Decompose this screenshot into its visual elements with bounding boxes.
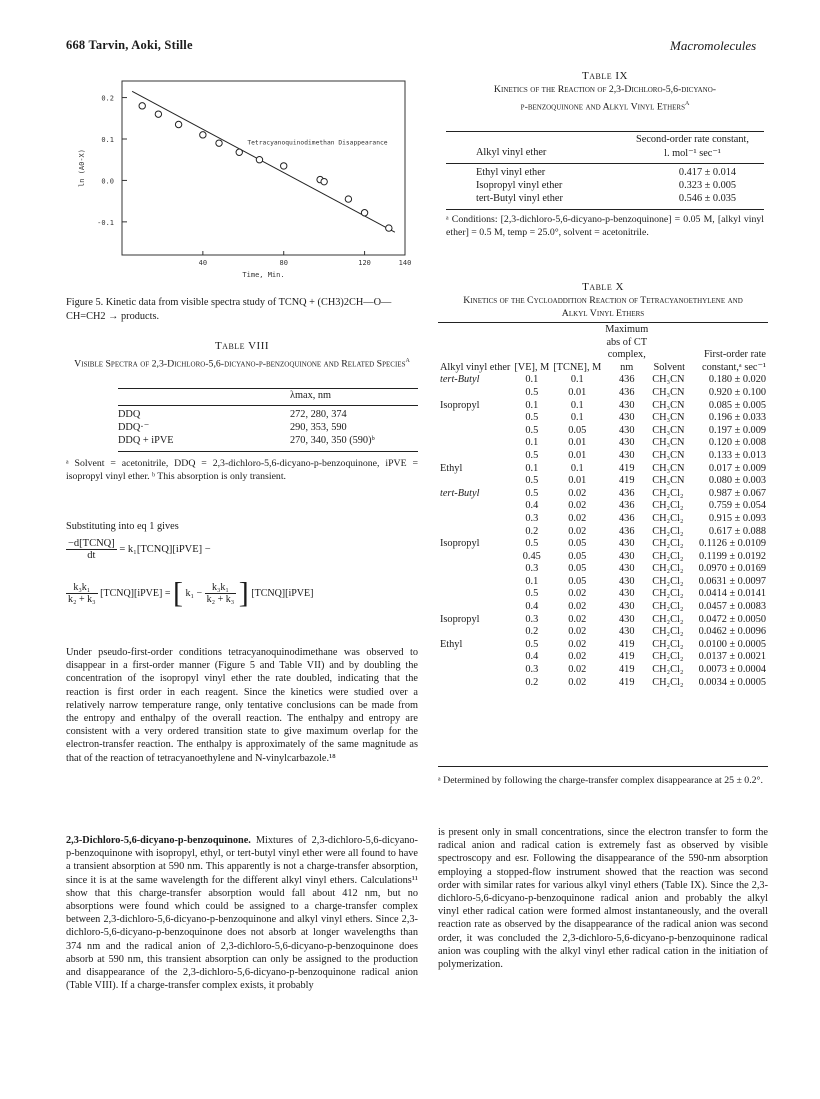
text-intro: Substituting into eq 1 gives bbox=[66, 521, 179, 532]
table-10-cell-ether: tert-Butyl bbox=[440, 374, 480, 386]
table-10-cell-ether bbox=[438, 551, 512, 564]
table-8-mid-rule bbox=[118, 405, 418, 406]
table-10-cell-tcne: 0.01 bbox=[568, 386, 587, 398]
table-10-cell-rate: 0.120 ± 0.008 bbox=[708, 437, 766, 449]
table-10-cell-abs: 430 bbox=[619, 424, 635, 436]
table-10-cell-solvent: CH₂Cl₂ bbox=[652, 525, 684, 537]
table-10-cell-rate: 0.0631 ± 0.0097 bbox=[698, 575, 766, 587]
table-10-cell-solvent: CH₃CN bbox=[652, 475, 685, 487]
table-10-cell-ether bbox=[438, 601, 512, 614]
table-10-row bbox=[438, 651, 768, 664]
table-10-cell-tcne: 0.05 bbox=[568, 575, 587, 587]
table-8-value: 272, 280, 374 bbox=[290, 409, 347, 420]
table-10-cell-ve: 0.3 bbox=[525, 563, 539, 575]
table-10-row bbox=[438, 526, 768, 539]
table-10-cell-ether: tert-Butyl bbox=[440, 487, 480, 499]
table-10-cell-tcne: 0.02 bbox=[568, 676, 587, 688]
th-ve: [VE], M bbox=[514, 361, 550, 373]
eq1-den: dt bbox=[87, 550, 96, 561]
table-10-cell-solvent: CH₂Cl₂ bbox=[652, 664, 684, 676]
table-10-row bbox=[438, 538, 768, 551]
table-8-row bbox=[118, 408, 418, 421]
table-10-row bbox=[438, 425, 768, 438]
table-8-row bbox=[118, 421, 418, 434]
table-10-cell-rate: 0.180 ± 0.020 bbox=[708, 374, 766, 386]
table-10-cell-abs: 419 bbox=[619, 475, 635, 487]
table-10-cell-solvent: CH₂Cl₂ bbox=[652, 563, 684, 575]
table-10-cell-tcne: 0.01 bbox=[568, 475, 587, 487]
table-9-title-block bbox=[446, 70, 764, 113]
table-10-title: Table X bbox=[582, 281, 624, 293]
table-10-cell-ether bbox=[438, 437, 512, 450]
table-9-row bbox=[446, 179, 764, 192]
table-10-row bbox=[438, 437, 768, 450]
table-9-row bbox=[446, 166, 764, 179]
data-point bbox=[175, 121, 181, 127]
right-paragraph: is present only in small concentrations, since the electron transfer to form the radical anion and radical cation is extremely fast as observed by visible spectroscopy and esr. Following the disappearance of the 590-nm absorption employing a stopped-flow instrument showed that the reaction was second order with similar rates for various alkyl vinyl ethers (Table IX). Since the 2,3-dichloro-5,6-dicyano-p-benzoquinone radical anion and probably the alkyl vinyl ether radical cation were formed almost instantaneously, and the overall reaction rate as observed by the disappearance of the radical anion was second order, it was concluded the 2,3-dichloro-5,6-dicyano-p-benzoquinone radical anion was coupling with the alkyl vinyl ether radical cation in the initiation of polymerization. bbox=[438, 827, 768, 971]
table-9-bottom-rule bbox=[446, 209, 764, 210]
table-10-cell-rate: 0.0137 ± 0.0021 bbox=[698, 651, 766, 663]
x-tick-label: 80 bbox=[279, 259, 288, 267]
eq1-rhs: = k₁[TCNQ][iPVE] − bbox=[119, 543, 211, 555]
table-10-cell-tcne: 0.05 bbox=[568, 563, 587, 575]
table-10-row bbox=[438, 551, 768, 564]
table-10-row bbox=[438, 576, 768, 589]
eq2-den-a: k₂ + k₃ bbox=[68, 594, 96, 605]
table-10-cell-rate: 0.759 ± 0.054 bbox=[708, 500, 766, 512]
table-10-cell-ve: 0.5 bbox=[525, 386, 539, 398]
table-9-top-rule bbox=[446, 131, 764, 132]
y-axis-label: ln (A0-X) bbox=[78, 149, 86, 187]
table-9-header bbox=[446, 134, 764, 164]
table-10-cell-ve: 0.3 bbox=[525, 613, 539, 625]
table-8-footnote: ᵃ Solvent = acetonitrile, DDQ = 2,3-dichloro-5,6-dicyano-p-benzoquinone, iPVE = isopropyl vinyl ether. ᵇ This absorption is only transient. bbox=[66, 458, 418, 482]
table-10-row bbox=[438, 563, 768, 576]
table-10-subtitle: Kinetics of the Cycloaddition Reaction of Tetracyanoethylene and Alkyl Vinyl Ethers bbox=[463, 295, 743, 319]
x-axis-label: Time, Min. bbox=[242, 271, 285, 279]
table-10-row bbox=[438, 463, 768, 476]
table-10-cell-ether bbox=[438, 526, 512, 539]
table-8-value: 290, 353, 590 bbox=[290, 422, 347, 433]
table-9-mid-rule bbox=[446, 163, 764, 164]
table-10-cell-solvent: CH₂Cl₂ bbox=[652, 638, 684, 650]
table-10-cell-solvent: CH₂Cl₂ bbox=[652, 588, 684, 600]
table-10-cell-solvent: CH₂Cl₂ bbox=[652, 676, 684, 688]
table-8-species: DDQ + iPVE bbox=[118, 435, 174, 446]
table-10-cell-rate: 0.197 ± 0.009 bbox=[708, 424, 766, 436]
table-10-cell-ve: 0.3 bbox=[525, 664, 539, 676]
table-10-cell-rate: 0.0034 ± 0.0005 bbox=[698, 676, 766, 688]
x-tick-label: 120 bbox=[358, 259, 371, 267]
table-8-row bbox=[118, 434, 418, 447]
table-10-cell-ve: 0.5 bbox=[525, 449, 539, 461]
table-10-cell-tcne: 0.01 bbox=[568, 449, 587, 461]
figure-5-chart bbox=[70, 75, 415, 290]
table-10-cell-abs: 430 bbox=[619, 412, 635, 424]
table-10-cell-ve: 0.3 bbox=[525, 512, 539, 524]
table-10-cell-ve: 0.1 bbox=[525, 575, 539, 587]
table-10-cell-ve: 0.1 bbox=[525, 462, 539, 474]
table-9-sup: a bbox=[684, 98, 690, 107]
table-10-cell-tcne: 0.05 bbox=[568, 550, 587, 562]
table-10-cell-ether bbox=[438, 651, 512, 664]
table-10-cell-rate: 0.0970 ± 0.0169 bbox=[698, 563, 766, 575]
table-9-row bbox=[446, 192, 764, 205]
table-10-cell-ve: 0.1 bbox=[525, 399, 539, 411]
table-10-cell-abs: 436 bbox=[619, 500, 635, 512]
left-bracket: [ bbox=[172, 576, 183, 610]
table-8-value: 270, 340, 350 (590)ᵇ bbox=[290, 435, 375, 446]
table-10-cell-tcne: 0.1 bbox=[570, 412, 584, 424]
eq1-fraction bbox=[66, 538, 117, 561]
table-10-cell-ether bbox=[438, 500, 512, 513]
table-10-row bbox=[438, 677, 768, 690]
eq2-frac-a bbox=[66, 582, 98, 605]
y-tick-label: 0.2 bbox=[101, 94, 114, 103]
eq2-den-b: k₂ + k₃ bbox=[206, 594, 235, 605]
table-10-cell-ether bbox=[438, 513, 512, 526]
table-10-cell-abs: 430 bbox=[619, 626, 635, 638]
table-10-cell-tcne: 0.02 bbox=[568, 512, 587, 524]
paragraph-1: Under pseudo-first-order conditions tetracyanoquinodimethane was observed to disappear in a first-order manner (Figure 5 and Table VII) and by doubling the concentration of the isopropyl vinyl ether the rate doubled, indicating that the reaction is first order in each reagent. Since the kinetics were studied over a relatively narrow temperature range, only tentative conclusions can be made from the entropy and enthalpy of the overall reaction. The enthalpy and entropy are consistent with a very ordered transition state to give maximum overlap for the electron-transfer reaction. The enthalpy is approximately of the same magnitude as that of the reaction of tetracyanoethylene and N-vinylcarbazole.¹⁸ bbox=[66, 647, 418, 764]
table-9-subtitle-wrap bbox=[446, 83, 764, 113]
table-10-row bbox=[438, 374, 768, 387]
table-10-cell-solvent: CH₂Cl₂ bbox=[652, 538, 684, 550]
figure-5-caption: Figure 5. Kinetic data from visible spectra study of TCNQ + (CH3)2CH—O—CH=CH2 → products. bbox=[66, 297, 392, 322]
data-point bbox=[236, 149, 242, 155]
eq1-num: −d[TCNQ] bbox=[68, 538, 115, 549]
table-10-cell-ve: 0.4 bbox=[525, 651, 539, 663]
table-8-subtitle-wrap bbox=[66, 353, 418, 370]
table-10-cell-solvent: CH₂Cl₂ bbox=[652, 500, 684, 512]
table-10-cell-rate: 0.017 ± 0.009 bbox=[708, 462, 766, 474]
table-9-body bbox=[446, 166, 764, 205]
table-10-cell-tcne: 0.1 bbox=[570, 399, 584, 411]
table-10-cell-abs: 419 bbox=[619, 651, 635, 663]
table-10-cell-abs: 436 bbox=[619, 386, 635, 398]
table-10-row bbox=[438, 387, 768, 400]
data-point bbox=[200, 132, 206, 138]
table-10-cell-rate: 0.0472 ± 0.0050 bbox=[698, 613, 766, 625]
table-10-cell-abs: 430 bbox=[619, 550, 635, 562]
table-10-cell-ve: 0.5 bbox=[525, 475, 539, 487]
table-8-title-block bbox=[66, 340, 418, 370]
table-10-cell-abs: 430 bbox=[619, 588, 635, 600]
paragraph-2 bbox=[66, 834, 418, 992]
th-ether: Alkyl vinyl ether bbox=[440, 361, 511, 373]
table-10-cell-tcne: 0.02 bbox=[568, 626, 587, 638]
table-10-cell-ether bbox=[438, 387, 512, 400]
eq2-num-b: k₃k₁ bbox=[205, 582, 237, 594]
table-10-cell-abs: 419 bbox=[619, 664, 635, 676]
chart-annotation: Tetracyanoquinodimethan Disappearance bbox=[247, 139, 388, 147]
table-10-cell-ether bbox=[438, 664, 512, 677]
table-10-cell-rate: 0.080 ± 0.003 bbox=[708, 475, 766, 487]
eq2-num-a: k₃k₁ bbox=[66, 582, 98, 594]
table-10-cell-solvent: CH₂Cl₂ bbox=[652, 651, 684, 663]
table-10-cell-abs: 430 bbox=[619, 449, 635, 461]
table-10-cell-solvent: CH₂Cl₂ bbox=[652, 575, 684, 587]
table-10-row bbox=[438, 664, 768, 677]
eq2-tail: [TCNQ][iPVE] bbox=[251, 587, 314, 599]
table-10-cell-ve: 0.1 bbox=[525, 374, 539, 386]
table-10-cell-solvent: CH₃CN bbox=[652, 386, 685, 398]
table-10-row bbox=[438, 400, 768, 413]
table-10-cell-tcne: 0.02 bbox=[568, 588, 587, 600]
table-10-cell-ether bbox=[438, 412, 512, 425]
table-9-subtitle: Kinetics of the Reaction of 2,3-Dichloro-5,6-dicyano-p-benzoquinone and Alkyl Vinyl Ethers bbox=[493, 84, 717, 113]
table-10-cell-ve: 0.5 bbox=[525, 487, 539, 499]
table-10-cell-ve: 0.5 bbox=[525, 638, 539, 650]
table-8-species: DDQ·⁻ bbox=[118, 422, 150, 433]
table-10-row bbox=[438, 513, 768, 526]
table-8-subtitle: Visible Spectra of 2,3-Dichloro-5,6-dicyano-p-benzoquinone and Related Species bbox=[74, 358, 406, 370]
table-9-rate: 0.417 ± 0.014 bbox=[678, 167, 737, 178]
table-10-cell-abs: 419 bbox=[619, 462, 635, 474]
table-10-cell-ve: 0.1 bbox=[525, 437, 539, 449]
table-10-cell-ether bbox=[438, 677, 512, 690]
table-10-cell-ve: 0.5 bbox=[525, 424, 539, 436]
data-point bbox=[386, 225, 392, 231]
plot-frame bbox=[122, 81, 405, 255]
table-10-cell-solvent: CH₃CN bbox=[652, 412, 685, 424]
fit-line bbox=[132, 91, 395, 232]
table-9-rate: 0.546 ± 0.035 bbox=[678, 193, 737, 204]
table-10-cell-ve: 0.45 bbox=[522, 550, 541, 562]
table-10-cell-solvent: CH₃CN bbox=[652, 424, 685, 436]
table-10-cell-rate: 0.0462 ± 0.0096 bbox=[698, 626, 766, 638]
table-10-cell-tcne: 0.05 bbox=[568, 538, 587, 550]
table-10-cell-solvent: CH₃CN bbox=[652, 374, 685, 386]
table-10-cell-tcne: 0.02 bbox=[568, 500, 587, 512]
table-10-row bbox=[438, 450, 768, 463]
table-9-title: Table IX bbox=[582, 70, 628, 82]
table-10-cell-abs: 419 bbox=[619, 676, 635, 688]
data-point bbox=[361, 210, 367, 216]
th-rate: First-order rate constant,ᵃ sec⁻¹ bbox=[702, 349, 766, 373]
table-10-cell-ether: Ethyl bbox=[440, 638, 463, 650]
table-10-row bbox=[438, 412, 768, 425]
table-10-cell-tcne: 0.02 bbox=[568, 487, 587, 499]
table-10-cell-rate: 0.617 ± 0.088 bbox=[708, 525, 766, 537]
paragraph-2-body: Mixtures of 2,3-dichloro-5,6-dicyano-p-benzoquinone with isopropyl, ethyl, or tert-butyl vinyl ether were all found to have a transient absorption at 590 nm. This apparently is not a charge-transfer absorption, since it is at the same wavelength for the different alkyl vinyl ethers. Calculations¹¹ show that this charge-transfer absorption would fall about 412 nm, but no absorptions were found which could be assigned to a charge-transfer complex between 2,3-dichloro-5,6-dicyano-p-benzoquinone and alkyl vinyl ethers. Since 2,3-dichloro-5,6-dicyano-p-benzoquinone does not absorb at longer wavelengths than 374 nm and the radical anion of 2,3-dichloro-5,6-dicyano-p-benzoquinone does absorb at 590 nm, this transient absorption can only be assigned to the production and disappearance of the 2,3-dichloro-5,6-dicyano-p-benzoquinone radical anion (Table VIII). If a charge-transfer complex exists, it probably bbox=[66, 835, 418, 992]
table-10-cell-abs: 436 bbox=[619, 512, 635, 524]
table-10-cell-ether bbox=[438, 475, 512, 488]
table-8-body bbox=[118, 408, 418, 447]
table-10-cell-solvent: CH₂Cl₂ bbox=[652, 613, 684, 625]
th-tcne: [TCNE], M bbox=[553, 361, 602, 373]
table-10-cell-tcne: 0.01 bbox=[568, 437, 587, 449]
table-10-cell-abs: 436 bbox=[619, 374, 635, 386]
table-10-cell-ve: 0.5 bbox=[525, 412, 539, 424]
table-10-footnote: ᵃ Determined by following the charge-transfer complex disappearance at 25 ± 0.2°. bbox=[438, 775, 763, 786]
table-10-cell-solvent: CH₃CN bbox=[652, 462, 685, 474]
table-10-cell-tcne: 0.05 bbox=[568, 424, 587, 436]
table-9-col1: Alkyl vinyl ether bbox=[476, 147, 547, 158]
table-10-cell-rate: 0.085 ± 0.005 bbox=[708, 399, 766, 411]
table-10-cell-rate: 0.0100 ± 0.0005 bbox=[698, 638, 766, 650]
table-10-cell-ether: Ethyl bbox=[440, 462, 463, 474]
table-10-cell-ve: 0.4 bbox=[525, 500, 539, 512]
table-10-cell-tcne: 0.02 bbox=[568, 601, 587, 613]
table-10-cell-abs: 419 bbox=[619, 638, 635, 650]
table-10-cell-rate: 0.1199 ± 0.0192 bbox=[698, 550, 766, 562]
table-10-cell-tcne: 0.1 bbox=[570, 462, 584, 474]
data-point bbox=[345, 196, 351, 202]
table-10-cell-ether: Isopropyl bbox=[440, 613, 480, 625]
table-10-cell-rate: 0.196 ± 0.033 bbox=[708, 412, 766, 424]
table-8-species: DDQ bbox=[118, 409, 141, 420]
table-10-row bbox=[438, 601, 768, 614]
table-10-cell-rate: 0.0414 ± 0.0141 bbox=[698, 588, 766, 600]
table-8-sup: a bbox=[405, 355, 410, 364]
table-10-cell-tcne: 0.1 bbox=[570, 374, 584, 386]
x-tick-label: 140 bbox=[398, 259, 412, 267]
table-10-row bbox=[438, 639, 768, 652]
table-10-cell-ve: 0.2 bbox=[525, 676, 539, 688]
table-8-bottom-rule bbox=[118, 451, 418, 452]
table-10-row bbox=[438, 626, 768, 639]
table-10-cell-abs: 430 bbox=[619, 399, 635, 411]
table-10-cell-ether bbox=[438, 576, 512, 589]
table-10-cell-ve: 0.2 bbox=[525, 626, 539, 638]
table-10-cell-rate: 0.987 ± 0.067 bbox=[708, 487, 766, 499]
th-abs: Maximum abs of CT complex, nm bbox=[605, 324, 649, 373]
table-10-cell-ether bbox=[438, 626, 512, 639]
table-10-cell-tcne: 0.02 bbox=[568, 638, 587, 650]
table-9-footnote: ᵃ Conditions: [2,3-dichloro-5,6-dicyano-p-benzoquinone] = 0.05 M, [alkyl vinyl ether] = 0.5 M, temp = 25.0°, solvent = acetonitrile. bbox=[446, 214, 764, 238]
journal-name: Macromolecules bbox=[670, 38, 757, 53]
data-point bbox=[139, 103, 145, 109]
table-10-cell-rate: 0.915 ± 0.093 bbox=[708, 512, 766, 524]
table-10-cell-rate: 0.0073 ± 0.0004 bbox=[698, 664, 766, 676]
table-10-cell-rate: 0.1126 ± 0.0109 bbox=[698, 538, 766, 550]
table-9-ether: Isopropyl vinyl ether bbox=[476, 180, 563, 191]
equation-2 bbox=[66, 576, 418, 610]
right-bracket: ] bbox=[238, 576, 249, 610]
table-10-cell-ve: 0.5 bbox=[525, 538, 539, 550]
table-10-cell-abs: 436 bbox=[619, 487, 635, 499]
table-10-cell-tcne: 0.02 bbox=[568, 664, 587, 676]
table-10-cell-ether bbox=[438, 425, 512, 438]
table-10-cell-abs: 430 bbox=[619, 575, 635, 587]
table-9-col2b: l. mol⁻¹ sec⁻¹ bbox=[664, 148, 721, 159]
data-point bbox=[155, 111, 161, 117]
eq2-mid: [TCNQ][iPVE] = bbox=[100, 587, 171, 599]
eq2-frac-b bbox=[205, 582, 237, 605]
table-10-cell-ve: 0.4 bbox=[525, 601, 539, 613]
equation-1 bbox=[66, 538, 418, 561]
table-10-row bbox=[438, 588, 768, 601]
data-point bbox=[321, 178, 327, 184]
th-solvent: Solvent bbox=[653, 361, 686, 373]
table-10-cell-solvent: CH₂Cl₂ bbox=[652, 626, 684, 638]
data-point bbox=[216, 140, 222, 146]
table-10-cell-tcne: 0.02 bbox=[568, 613, 587, 625]
table-9-col2a: Second-order rate constant, bbox=[636, 134, 749, 145]
table-10-cell-rate: 0.133 ± 0.013 bbox=[708, 449, 766, 461]
table-10-cell-solvent: CH₃CN bbox=[652, 399, 685, 411]
table-10-cell-ve: 0.2 bbox=[525, 525, 539, 537]
table-10-cell-tcne: 0.02 bbox=[568, 651, 587, 663]
table-10 bbox=[438, 324, 768, 689]
table-10-title-block bbox=[438, 281, 768, 320]
table-9-ether: Ethyl vinyl ether bbox=[476, 167, 546, 178]
table-10-cell-abs: 436 bbox=[619, 525, 635, 537]
table-10-cell-abs: 430 bbox=[619, 613, 635, 625]
data-point bbox=[256, 157, 262, 163]
table-10-cell-rate: 0.0457 ± 0.0083 bbox=[698, 601, 766, 613]
table-10-cell-abs: 430 bbox=[619, 437, 635, 449]
table-10-header-row bbox=[438, 324, 768, 374]
table-10-row bbox=[438, 475, 768, 488]
table-10-cell-solvent: CH₂Cl₂ bbox=[652, 550, 684, 562]
table-10-cell-ether bbox=[438, 450, 512, 463]
table-10-cell-abs: 430 bbox=[619, 601, 635, 613]
running-header-left: 668 Tarvin, Aoki, Stille bbox=[66, 38, 193, 52]
table-9-rate: 0.323 ± 0.005 bbox=[678, 180, 737, 191]
eq2-inner-k: k₁ − bbox=[185, 587, 203, 599]
table-10-cell-abs: 430 bbox=[619, 563, 635, 575]
data-point bbox=[281, 163, 287, 169]
table-10-cell-solvent: CH₂Cl₂ bbox=[652, 487, 684, 499]
y-tick-label: -0.1 bbox=[97, 218, 114, 227]
table-10-cell-solvent: CH₃CN bbox=[652, 449, 685, 461]
table-10-cell-ether: Isopropyl bbox=[440, 399, 480, 411]
table-10-cell-ether: Isopropyl bbox=[440, 538, 480, 550]
table-10-row bbox=[438, 614, 768, 627]
table-10-cell-ether bbox=[438, 563, 512, 576]
y-tick-label: 0.0 bbox=[101, 177, 114, 186]
table-10-cell-solvent: CH₂Cl₂ bbox=[652, 601, 684, 613]
table-10-bottom-rule bbox=[438, 766, 768, 767]
table-10-cell-ether bbox=[438, 588, 512, 601]
table-10-row bbox=[438, 488, 768, 501]
table-8-title: Table VIII bbox=[214, 340, 270, 352]
table-10-cell-solvent: CH₃CN bbox=[652, 437, 685, 449]
table-10-cell-solvent: CH₂Cl₂ bbox=[652, 512, 684, 524]
table-10-cell-tcne: 0.02 bbox=[568, 525, 587, 537]
x-tick-label: 40 bbox=[198, 259, 208, 267]
table-10-cell-rate: 0.920 ± 0.100 bbox=[708, 386, 766, 398]
table-8-col-header: λmax, nm bbox=[290, 390, 332, 401]
table-8-top-rule bbox=[118, 388, 418, 389]
table-10-cell-abs: 430 bbox=[619, 538, 635, 550]
table-10-cell-ve: 0.5 bbox=[525, 588, 539, 600]
table-10-row bbox=[438, 500, 768, 513]
paragraph-2-heading: 2,3-Dichloro-5,6-dicyano-p-benzoquinone. bbox=[66, 835, 251, 846]
table-9-ether: tert-Butyl vinyl ether bbox=[476, 193, 563, 204]
table-10-top-rule bbox=[438, 322, 768, 323]
y-tick-label: 0.1 bbox=[101, 136, 114, 144]
